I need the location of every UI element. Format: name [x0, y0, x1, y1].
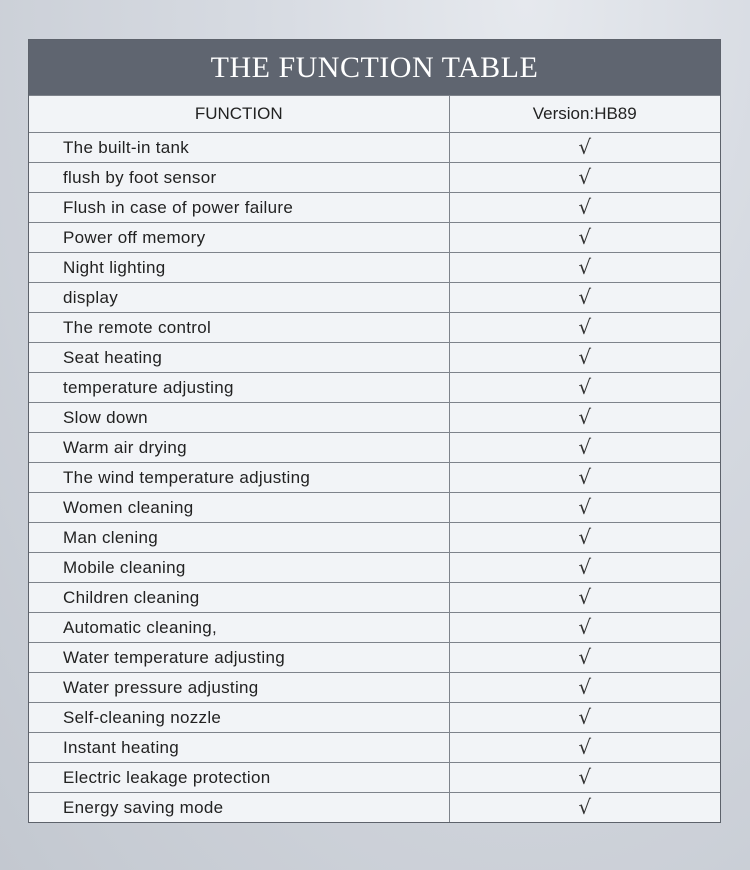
support-cell	[449, 643, 720, 673]
check-mark-icon: √	[578, 494, 592, 519]
check-mark-icon: √	[578, 254, 592, 279]
function-name: Seat heating	[29, 343, 449, 373]
check-mark-icon: √	[578, 464, 592, 489]
table-row	[29, 343, 720, 373]
check-mark-icon: √	[578, 704, 592, 729]
support-cell	[449, 163, 720, 193]
function-name: The remote control	[29, 313, 449, 343]
function-name: Power off memory	[29, 223, 449, 253]
check-mark-icon: √	[578, 434, 592, 459]
check-mark-icon: √	[578, 584, 592, 609]
table-row	[29, 763, 720, 793]
function-name: Instant heating	[29, 733, 449, 763]
check-mark-icon: √	[578, 164, 592, 189]
function-name: flush by foot sensor	[29, 163, 449, 193]
support-cell	[449, 493, 720, 523]
table-row	[29, 643, 720, 673]
table-row	[29, 403, 720, 433]
check-mark-icon: √	[578, 764, 592, 789]
table-row	[29, 523, 720, 553]
function-name: display	[29, 283, 449, 313]
function-name: Automatic cleaning,	[29, 613, 449, 643]
table-row	[29, 733, 720, 763]
check-mark-icon: √	[578, 734, 592, 759]
function-grid	[29, 95, 720, 822]
table-row	[29, 673, 720, 703]
support-cell	[449, 193, 720, 223]
support-cell	[449, 793, 720, 823]
function-name: Flush in case of power failure	[29, 193, 449, 223]
function-name: Slow down	[29, 403, 449, 433]
support-cell	[449, 703, 720, 733]
support-cell	[449, 313, 720, 343]
function-name: Energy saving mode	[29, 793, 449, 823]
support-cell	[449, 763, 720, 793]
support-cell	[449, 613, 720, 643]
support-cell	[449, 673, 720, 703]
check-mark-icon: √	[578, 194, 592, 219]
header-version: Version:HB89	[449, 96, 720, 133]
function-name: Children cleaning	[29, 583, 449, 613]
table-row	[29, 283, 720, 313]
table-row	[29, 493, 720, 523]
table-body	[29, 133, 720, 823]
function-name: The built-in tank	[29, 133, 449, 163]
table-row	[29, 463, 720, 493]
support-cell	[449, 523, 720, 553]
header-row	[29, 96, 720, 133]
support-cell	[449, 253, 720, 283]
function-name: Warm air drying	[29, 433, 449, 463]
check-mark-icon: √	[578, 284, 592, 309]
function-name: Electric leakage protection	[29, 763, 449, 793]
table-row	[29, 553, 720, 583]
table-row	[29, 313, 720, 343]
support-cell	[449, 733, 720, 763]
check-mark-icon: √	[578, 614, 592, 639]
header-function: FUNCTION	[29, 96, 449, 133]
table-row	[29, 133, 720, 163]
check-mark-icon: √	[578, 554, 592, 579]
support-cell	[449, 343, 720, 373]
support-cell	[449, 403, 720, 433]
check-mark-icon: √	[578, 404, 592, 429]
support-cell	[449, 463, 720, 493]
check-mark-icon: √	[578, 524, 592, 549]
table-row	[29, 253, 720, 283]
check-mark-icon: √	[578, 344, 592, 369]
support-cell	[449, 553, 720, 583]
support-cell	[449, 433, 720, 463]
table-row	[29, 163, 720, 193]
table-row	[29, 703, 720, 733]
support-cell	[449, 583, 720, 613]
check-mark-icon: √	[578, 134, 592, 159]
table-row	[29, 583, 720, 613]
function-name: Man clening	[29, 523, 449, 553]
check-mark-icon: √	[578, 644, 592, 669]
function-name: Women cleaning	[29, 493, 449, 523]
table-row	[29, 433, 720, 463]
title-bar	[29, 40, 720, 95]
table-row	[29, 223, 720, 253]
check-mark-icon: √	[578, 374, 592, 399]
table-row	[29, 193, 720, 223]
function-name: Water temperature adjusting	[29, 643, 449, 673]
function-name: Mobile cleaning	[29, 553, 449, 583]
support-cell	[449, 133, 720, 163]
check-mark-icon: √	[578, 224, 592, 249]
function-name: Self-cleaning nozzle	[29, 703, 449, 733]
table-title: THE FUNCTION TABLE	[210, 50, 539, 84]
support-cell	[449, 283, 720, 313]
table-row	[29, 373, 720, 403]
check-mark-icon: √	[578, 314, 592, 339]
function-name: temperature adjusting	[29, 373, 449, 403]
support-cell	[449, 373, 720, 403]
table-row	[29, 793, 720, 823]
check-mark-icon: √	[578, 674, 592, 699]
function-name: The wind temperature adjusting	[29, 463, 449, 493]
function-name: Water pressure adjusting	[29, 673, 449, 703]
support-cell	[449, 223, 720, 253]
function-table	[28, 39, 721, 823]
check-mark-icon: √	[578, 794, 592, 819]
table-row	[29, 613, 720, 643]
function-name: Night lighting	[29, 253, 449, 283]
